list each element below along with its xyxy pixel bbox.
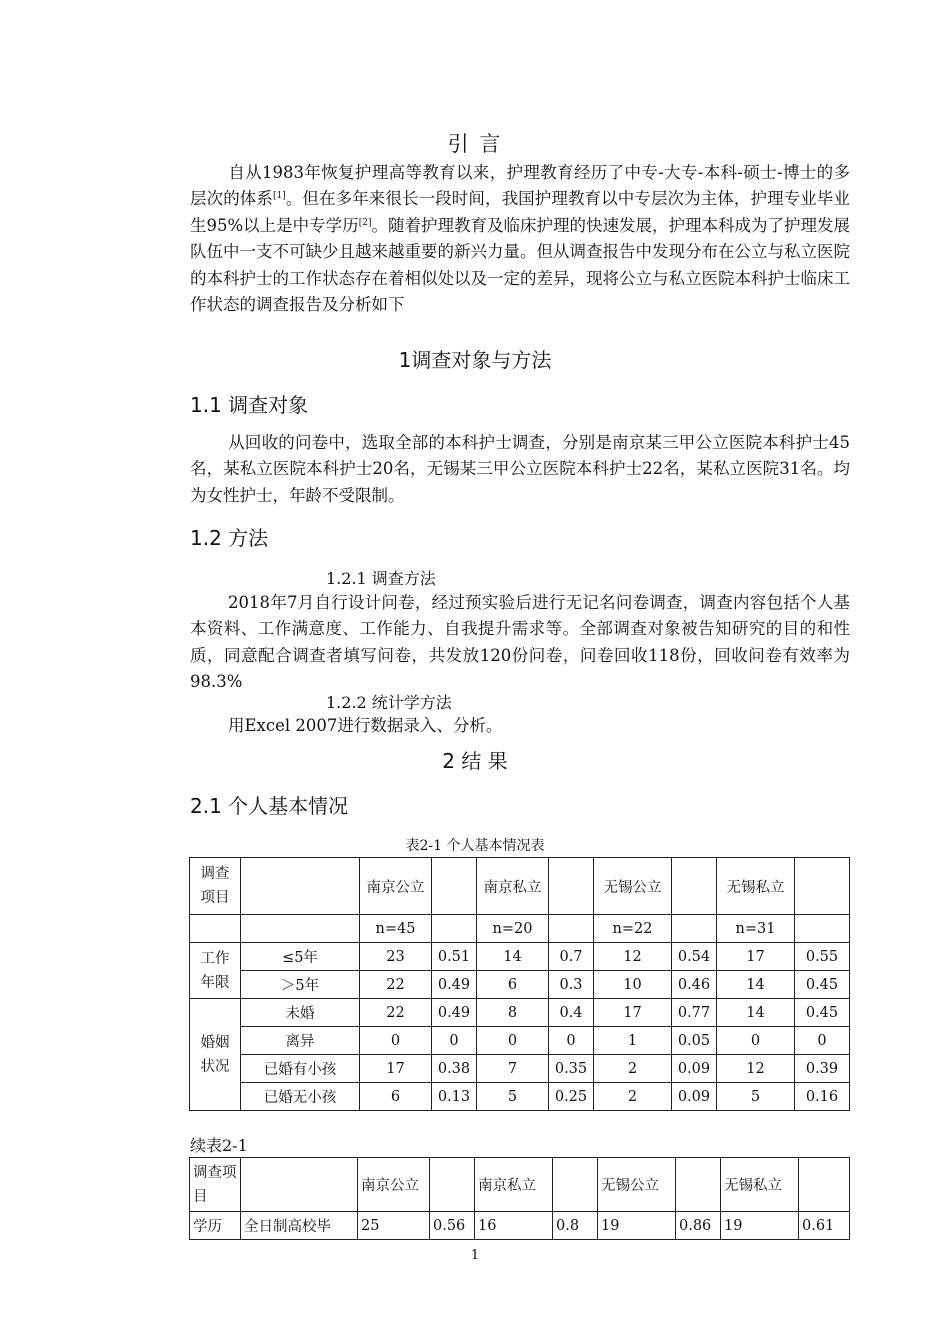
section1-2-1-text: 2018年7月自行设计问卷，经过预实验后进行无记名问卷调查，调查内容包括个人基本资料、工作满意度、工作能力、自我提升需求等。全部调查对象被告知研究的目的和性质，同意配合调查者填写问卷，共发放120份问卷，问卷回收118份，回收问卷有效率为98.3% bbox=[190, 593, 850, 692]
row-label-cell: ≤5年 bbox=[241, 943, 360, 971]
header-blank-cell bbox=[676, 1158, 721, 1212]
section1-2-1-paragraph bbox=[190, 590, 850, 696]
row-label-cell: 已婚无小孩 bbox=[241, 1083, 360, 1111]
value-cell: 0.55 bbox=[795, 943, 850, 971]
intro-text-3: 。随着护理教育及临床护理的快速发展，护理本科成为了护理发展队伍中一支不可缺少且越来越重要的新兴力量。但从调查报告中发现分布在公立与私立医院的本科护士的工作状态存在着相似处以及一定的差异，现将公立与私立医院本科护士临床工作状态的调查报告及分析如下 bbox=[190, 215, 851, 315]
section1-2-2-text: 用Excel 2007进行数据录入、分析。 bbox=[228, 716, 503, 735]
group-header-cell: 无锡公立 bbox=[594, 858, 672, 915]
value-cell: 10 bbox=[594, 971, 672, 999]
blank-cell bbox=[190, 915, 241, 943]
table-header-row bbox=[190, 858, 850, 915]
value-cell: 6 bbox=[360, 1083, 432, 1111]
value-cell: 0.05 bbox=[672, 1027, 717, 1055]
value-cell: 14 bbox=[717, 971, 795, 999]
blank-cell bbox=[241, 915, 360, 943]
value-cell: 16 bbox=[475, 1212, 553, 1240]
sample-size-cell: n=20 bbox=[477, 915, 549, 943]
value-cell: 12 bbox=[594, 943, 672, 971]
value-cell: 0.49 bbox=[432, 999, 477, 1027]
section1-2-1-title: 1.2.1 调查方法 bbox=[326, 569, 436, 588]
header-blank-cell bbox=[241, 1158, 358, 1212]
group-header-cell: 无锡私立 bbox=[717, 858, 795, 915]
intro-paragraph bbox=[190, 160, 850, 318]
row-label-cell: 未婚 bbox=[241, 999, 360, 1027]
row-label-cell: 已婚有小孩 bbox=[241, 1055, 360, 1083]
value-cell: 14 bbox=[477, 943, 549, 971]
value-cell: 0.54 bbox=[672, 943, 717, 971]
item-header-cell: 调查项目 bbox=[190, 1158, 241, 1212]
value-cell: 0 bbox=[432, 1027, 477, 1055]
value-cell: 0.35 bbox=[549, 1055, 594, 1083]
value-cell: 0 bbox=[717, 1027, 795, 1055]
group-header-cell: 南京私立 bbox=[477, 858, 549, 915]
value-cell: 0.51 bbox=[432, 943, 477, 971]
section1-1-paragraph bbox=[190, 430, 850, 509]
value-cell: 0.09 bbox=[672, 1055, 717, 1083]
citation-1[interactable]: [1] bbox=[272, 191, 286, 202]
value-cell: 17 bbox=[717, 943, 795, 971]
intro-text-2: 。但在多年来很长一段时间，我国护理教育以中专层次为主体，护理专业毕业生95%以上是中专学历 bbox=[190, 189, 851, 235]
value-cell: 22 bbox=[360, 999, 432, 1027]
value-cell: 22 bbox=[360, 971, 432, 999]
value-cell: 0.38 bbox=[432, 1055, 477, 1083]
item-header-cell: 调查项目 bbox=[190, 858, 241, 915]
value-cell: 25 bbox=[358, 1212, 430, 1240]
table-row bbox=[190, 943, 850, 971]
group-header-cell: 南京公立 bbox=[358, 1158, 430, 1212]
value-cell: 0.09 bbox=[672, 1083, 717, 1111]
table-personal-info-continued bbox=[189, 1157, 850, 1240]
table-header-row bbox=[190, 1158, 850, 1212]
table-personal-info bbox=[189, 857, 850, 1111]
sample-size-cell: n=31 bbox=[717, 915, 795, 943]
value-cell: 0 bbox=[477, 1027, 549, 1055]
value-cell: 0 bbox=[795, 1027, 850, 1055]
table2-caption: 续表2-1 bbox=[190, 1136, 248, 1155]
row-label-cell: ＞5年 bbox=[241, 971, 360, 999]
value-cell: 1 bbox=[594, 1027, 672, 1055]
blank-cell bbox=[672, 915, 717, 943]
value-cell: 0 bbox=[549, 1027, 594, 1055]
header-blank-cell bbox=[432, 858, 477, 915]
row-sublabel-cell: 全日制高校毕 bbox=[241, 1212, 358, 1240]
value-cell: 17 bbox=[594, 999, 672, 1027]
value-cell: 2 bbox=[594, 1055, 672, 1083]
value-cell: 0.39 bbox=[795, 1055, 850, 1083]
blank-cell bbox=[549, 915, 594, 943]
group-header-cell: 南京私立 bbox=[475, 1158, 553, 1212]
table-row bbox=[190, 1055, 850, 1083]
section1-1-title: 1.1 调查对象 bbox=[190, 393, 309, 417]
row-label-cell: 离异 bbox=[241, 1027, 360, 1055]
header-blank-cell bbox=[672, 858, 717, 915]
table1-caption: 表2-1 个人基本情况表 bbox=[405, 838, 545, 854]
value-cell: 5 bbox=[477, 1083, 549, 1111]
section-label-cell: 婚姻状况 bbox=[190, 999, 241, 1111]
section1-1-text: 从回收的问卷中，选取全部的本科护士调查，分别是南京某三甲公立医院本科护士45名，某私立医院本科护士20名，无锡某三甲公立医院本科护士22名，某私立医院31名。均为女性护士，年龄不受限制。 bbox=[190, 433, 850, 505]
group-header-cell: 无锡公立 bbox=[598, 1158, 676, 1212]
section-label-cell: 工作年限 bbox=[190, 943, 241, 999]
section1-2-title: 1.2 方法 bbox=[190, 526, 269, 550]
blank-cell bbox=[795, 915, 850, 943]
value-cell: 0.13 bbox=[432, 1083, 477, 1111]
row-label-cell: 学历 bbox=[190, 1212, 241, 1240]
value-cell: 0.7 bbox=[549, 943, 594, 971]
value-cell: 19 bbox=[598, 1212, 676, 1240]
sample-size-cell: n=45 bbox=[360, 915, 432, 943]
value-cell: 0.61 bbox=[799, 1212, 850, 1240]
table-row bbox=[190, 999, 850, 1027]
table-row bbox=[190, 1027, 850, 1055]
value-cell: 0.25 bbox=[549, 1083, 594, 1111]
value-cell: 0.56 bbox=[430, 1212, 475, 1240]
value-cell: 0.16 bbox=[795, 1083, 850, 1111]
page-number: 1 bbox=[470, 1248, 480, 1263]
value-cell: 0.3 bbox=[549, 971, 594, 999]
value-cell: 0.4 bbox=[549, 999, 594, 1027]
value-cell: 0.46 bbox=[672, 971, 717, 999]
header-blank-cell bbox=[799, 1158, 850, 1212]
sample-size-cell: n=22 bbox=[594, 915, 672, 943]
intro-text-1: 自从1983年恢复护理高等教育以来，护理教育经历了中专-大专-本科-硕士-博士的多层次的体系 bbox=[190, 163, 850, 209]
header-blank-cell bbox=[549, 858, 594, 915]
section2-1-title: 2.1 个人基本情况 bbox=[190, 794, 349, 818]
value-cell: 2 bbox=[594, 1083, 672, 1111]
value-cell: 0.49 bbox=[432, 971, 477, 999]
value-cell: 7 bbox=[477, 1055, 549, 1083]
group-header-cell: 无锡私立 bbox=[721, 1158, 799, 1212]
blank-cell bbox=[432, 915, 477, 943]
group-header-cell: 南京公立 bbox=[360, 858, 432, 915]
header-blank-cell bbox=[241, 858, 360, 915]
section1-2-2-title: 1.2.2 统计学方法 bbox=[326, 693, 452, 712]
value-cell: 14 bbox=[717, 999, 795, 1027]
value-cell: 8 bbox=[477, 999, 549, 1027]
table-row bbox=[190, 1083, 850, 1111]
section2-title: 2 结 果 bbox=[442, 749, 508, 773]
section1-2-2-paragraph bbox=[190, 713, 850, 739]
value-cell: 0.8 bbox=[553, 1212, 598, 1240]
value-cell: 0 bbox=[360, 1027, 432, 1055]
table-row bbox=[190, 1212, 850, 1240]
header-blank-cell bbox=[430, 1158, 475, 1212]
value-cell: 6 bbox=[477, 971, 549, 999]
value-cell: 0.45 bbox=[795, 971, 850, 999]
value-cell: 0.77 bbox=[672, 999, 717, 1027]
value-cell: 19 bbox=[721, 1212, 799, 1240]
header-blank-cell bbox=[553, 1158, 598, 1212]
citation-2[interactable]: [2] bbox=[358, 217, 372, 228]
value-cell: 0.86 bbox=[676, 1212, 721, 1240]
value-cell: 5 bbox=[717, 1083, 795, 1111]
section1-title: 1调查对象与方法 bbox=[398, 348, 552, 372]
intro-title: 引 言 bbox=[447, 132, 503, 156]
value-cell: 12 bbox=[717, 1055, 795, 1083]
value-cell: 17 bbox=[360, 1055, 432, 1083]
value-cell: 23 bbox=[360, 943, 432, 971]
table-row bbox=[190, 971, 850, 999]
table-n-row bbox=[190, 915, 850, 943]
value-cell: 0.45 bbox=[795, 999, 850, 1027]
header-blank-cell bbox=[795, 858, 850, 915]
